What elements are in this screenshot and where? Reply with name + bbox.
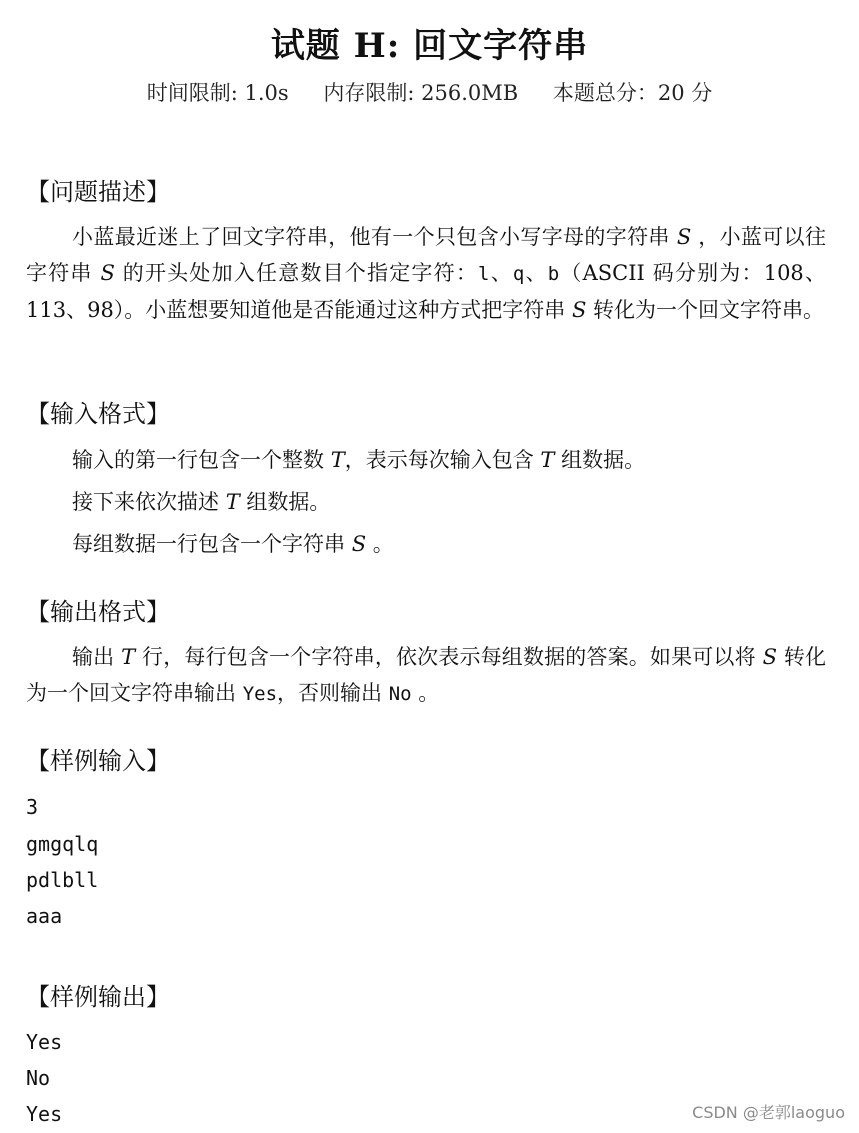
no-literal: No [388, 683, 412, 705]
input-format-line-2: 接下来依次描述 T 组数据。 [72, 490, 331, 514]
var-s: S [676, 225, 692, 249]
sample-input-line: 3 [26, 795, 39, 819]
description-text: 小蓝最近迷上了回文字符串，他有一个只包含小写字母的字符串 S ，小蓝可以往字符串 S 的开头处加入任意数目个指定字符：l、q、b（ASCII 码分别为：108、113、98）。小蓝想要知道他是否能通过这种方式把字符串 S 转化为一个回文字符串。 [26, 225, 826, 322]
total-score: 本题总分：20 分 [552, 81, 713, 105]
sample-input-heading: 【样例输入】 [26, 747, 170, 775]
memory-limit: 内存限制: 256.0MB [323, 81, 519, 105]
sample-output-heading: 【样例输出】 [26, 983, 170, 1011]
description-heading: 【问题描述】 [26, 178, 170, 206]
sample-output-line: Yes [26, 1030, 63, 1054]
sample-input-line: gmgqlq [26, 832, 99, 856]
var-s: S [571, 298, 587, 322]
input-format-line-1: 输入的第一行包含一个整数 T，表示每次输入包含 T 组数据。 [72, 448, 646, 472]
yes-literal: Yes [242, 683, 278, 705]
output-format-text: 输出 T 行，每行包含一个字符串，依次表示每组数据的答案。如果可以将 S 转化为一个回文字符串输出 Yes，否则输出 No 。 [26, 645, 826, 705]
problem-meta [0, 77, 859, 107]
sample-output-line: No [26, 1066, 51, 1090]
output-format-heading: 【输出格式】 [26, 598, 170, 626]
input-format-line-3: 每组数据一行包含一个字符串 S 。 [72, 532, 394, 556]
sample-output-line: Yes [26, 1102, 63, 1126]
time-limit: 时间限制: 1.0s [146, 81, 289, 105]
sample-input-line: pdlbll [26, 868, 99, 892]
page-title: 试题 H: 回文字符串 [270, 26, 589, 66]
var-s: S [100, 261, 115, 285]
sample-input-line: aaa [26, 904, 63, 928]
watermark: CSDN @老郭laoguo [692, 1103, 845, 1122]
char-b: b [547, 263, 560, 285]
char-l: l [478, 263, 490, 285]
char-q: q [512, 263, 525, 285]
input-format-heading: 【输入格式】 [26, 400, 170, 428]
